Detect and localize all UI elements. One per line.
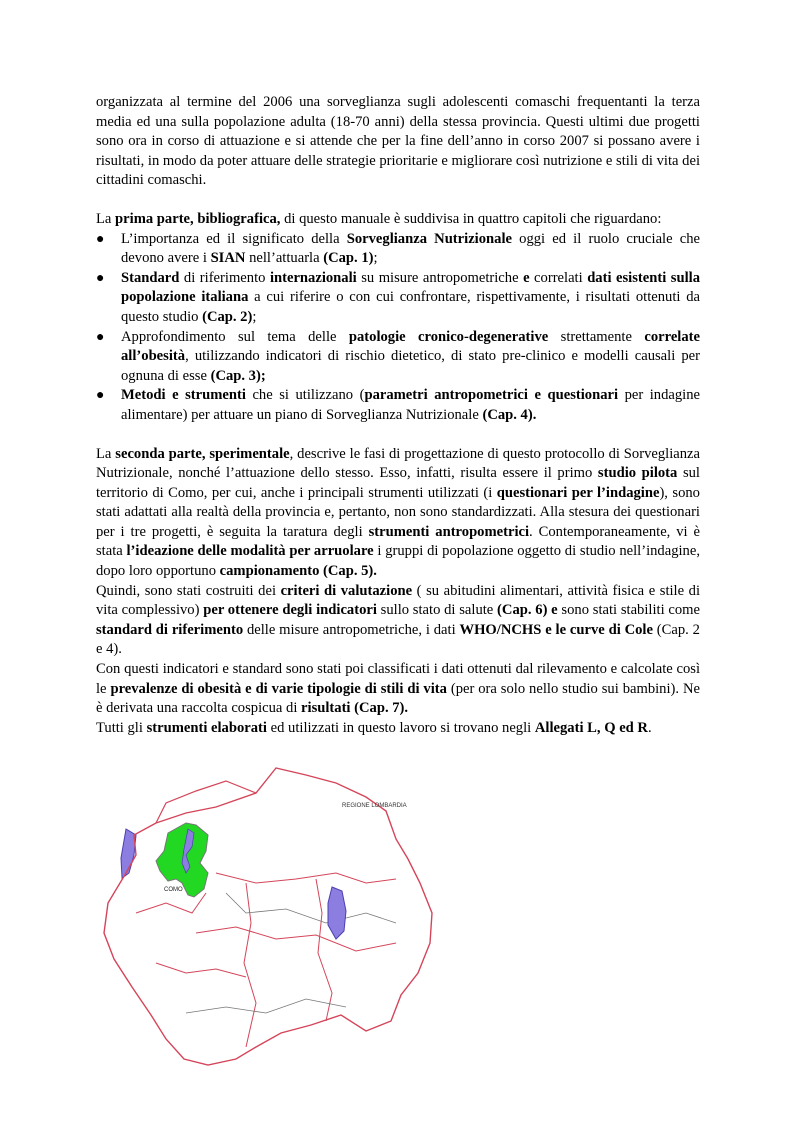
text-run: strettamente (548, 328, 645, 345)
text-run: sullo stato di salute (376, 602, 498, 619)
como-province-shape (156, 823, 208, 897)
text-run: (per ora solo nello studio sui bambini). Ne è derivata una raccolta cospicua di (96, 680, 700, 717)
map-region-label: REGIONE LOMBARDIA (342, 803, 407, 809)
text-run: sono stati stabiliti come (557, 602, 700, 619)
bold-text-run: parametri antropometrici e questionari (364, 387, 619, 404)
paragraph-first-part (96, 210, 700, 230)
bold-text-run: seconda parte, sperimentale (115, 445, 290, 462)
province-border (186, 999, 346, 1013)
text-run: su misure antropometriche (356, 269, 524, 286)
bold-text-run: criteri di valutazione (280, 582, 413, 599)
bold-text-run: SIAN (210, 250, 246, 267)
bullet-icon: ● (96, 270, 105, 286)
bold-text-run: dati esistenti sulla popolazione italiana (121, 269, 700, 306)
bold-text-run: (Cap. 1) (323, 250, 374, 267)
bold-text-run: internazionali (269, 269, 357, 286)
map-province-label: COMO (164, 887, 183, 893)
bold-text-run: Allegati L, Q ed R (534, 719, 648, 736)
bold-text-run: campionamento (Cap. 5). (219, 563, 377, 580)
text-run: ( su abitudini alimentari, attività fisica e stile di vita complessivo) (96, 582, 701, 619)
text-run: delle misure antropometriche, i dati (243, 621, 460, 638)
text-run: Quindi, sono stati costruiti dei (96, 582, 281, 599)
bold-text-run: Metodi e strumenti (121, 387, 246, 404)
list-item (96, 386, 700, 425)
text-run: ; (373, 250, 378, 267)
bold-text-run: standard di riferimento (96, 621, 244, 638)
chapter-list (96, 230, 700, 426)
text-run: oggi ed il ruolo cruciale che devono avere i (121, 230, 701, 267)
text-run: (Cap. 2 e 4). (96, 621, 700, 658)
text-run: La (96, 210, 116, 227)
text-run: . (647, 719, 652, 736)
text-run: ; (252, 308, 257, 325)
bold-text-run: risultati (Cap. 7). (301, 700, 409, 717)
province-border (226, 893, 396, 923)
bold-text-run: prevalenze di obesità e di varie tipologie di stili di vita (110, 680, 447, 697)
text-run: organizzata al termine del 2006 una sorveglianza sugli adolescenti comaschi frequentanti la terza media ed una sulla popolazione adulta (18-70 anni) della stessa provincia. Questi ultimi due progetti sono ora in corso di attuazione e si attende che per la fine dell’anno in corso 2007 si possano avere i risultati, in modo da poter attuare delle strategie prioritarie e migliorare così nutrizione e stili di vita dei cittadini comaschi. (96, 94, 700, 189)
bullet-icon: ● (96, 329, 105, 345)
text-run: di riferimento (179, 269, 270, 286)
bold-text-run: (Cap. 4). (482, 406, 537, 423)
list-item (96, 328, 700, 387)
text-run: sul territorio di Como, per cui, anche i principali strumenti utilizzati (i (96, 465, 700, 501)
region-outline (104, 768, 432, 1065)
bold-text-run: l’ideazione delle modalità per arruolare (126, 543, 374, 560)
bold-text-run: WHO/NCHS e le curve di Cole (459, 621, 653, 638)
text-run: , utilizzando indicatori di rischio dietetico, di stato pre-clinico e modelli causali per ognuna di esse (121, 348, 700, 384)
list-item (96, 269, 700, 328)
text-run: a cui riferire o con cui confrontare, rispettivamente, i risultati ottenuti da questo studio (121, 289, 700, 325)
text-run: Approfondimento sul tema delle (121, 328, 349, 345)
text-run: per indagine alimentare) per attuare un piano di Sorveglianza Nutrizionale (121, 387, 700, 423)
paragraph-attachments (96, 719, 700, 739)
inner-border (216, 873, 396, 883)
bullet-icon: ● (96, 231, 105, 247)
inner-border (156, 963, 246, 977)
bold-text-run: (Cap. 6) e (497, 602, 558, 619)
text-run: nell’attuarla (245, 250, 324, 267)
bold-text-run: e (523, 269, 530, 286)
text-run: Con questi indicatori e standard sono stati poi classificati i dati ottenuti dal rilevamento e calcolate così le (96, 661, 700, 697)
text-run: . Contemporaneamente, vi è stata (96, 523, 701, 560)
bold-text-run: Sorveglianza Nutrizionale (346, 230, 512, 247)
bold-text-run: per ottenere degli indicatori (203, 602, 377, 619)
bold-text-run: strumenti elaborati (146, 719, 267, 736)
paragraph-indicators (96, 660, 700, 719)
paragraph-criteria (96, 582, 700, 660)
inner-border (196, 927, 396, 951)
list-item (96, 230, 700, 269)
lake-garda-shape (328, 887, 346, 939)
bold-text-run: Standard (121, 269, 180, 286)
inner-border (156, 781, 256, 823)
paragraph-second-part (96, 445, 700, 582)
text-run: che si utilizzano ( (245, 387, 365, 404)
inner-border (244, 883, 256, 1047)
bold-text-run: studio pilota (597, 465, 678, 482)
bold-text-run: prima parte, bibliografica, (115, 210, 281, 227)
text-run: correlati (529, 269, 588, 286)
text-run: L’importanza ed il significato della (121, 230, 347, 247)
document-page (96, 93, 700, 738)
text-run: ed utilizzati in questo lavoro si trovano negli (266, 719, 535, 736)
bullet-icon: ● (96, 388, 105, 404)
bold-text-run: strumenti antropometrici (368, 523, 530, 540)
text-run: Tutti gli (96, 719, 147, 736)
text-run: di questo manuale è suddivisa in quattro capitoli che riguardano: (280, 210, 662, 227)
paragraph-intro (96, 93, 700, 191)
text-run: , descrive le fasi di progettazione di questo protocollo di Sorveglianza Nutrizionale, nonché l’attuazione dello stesso. Esso, infatti, risulta essere il primo (96, 445, 700, 482)
lombardy-map (96, 763, 446, 1071)
bold-text-run: (Cap. 2) (202, 308, 253, 325)
bold-text-run: patologie cronico-degenerative (348, 328, 549, 345)
bold-text-run: questionari per l’indagine (496, 484, 660, 501)
bold-text-run: correlate all’obesità (121, 328, 700, 365)
text-run: ), sono stati adattati alla realtà della provincia e, pertanto, non sono standardizzati. Alla stesura dei questionari per i tre progetti, è seguita la taratura degli (96, 484, 700, 540)
bold-text-run: (Cap. 3); (210, 367, 266, 384)
text-run: i gruppi di popolazione oggetto di studio nell’indagine, dopo loro opportuno (96, 543, 700, 580)
text-run: La (96, 445, 116, 462)
